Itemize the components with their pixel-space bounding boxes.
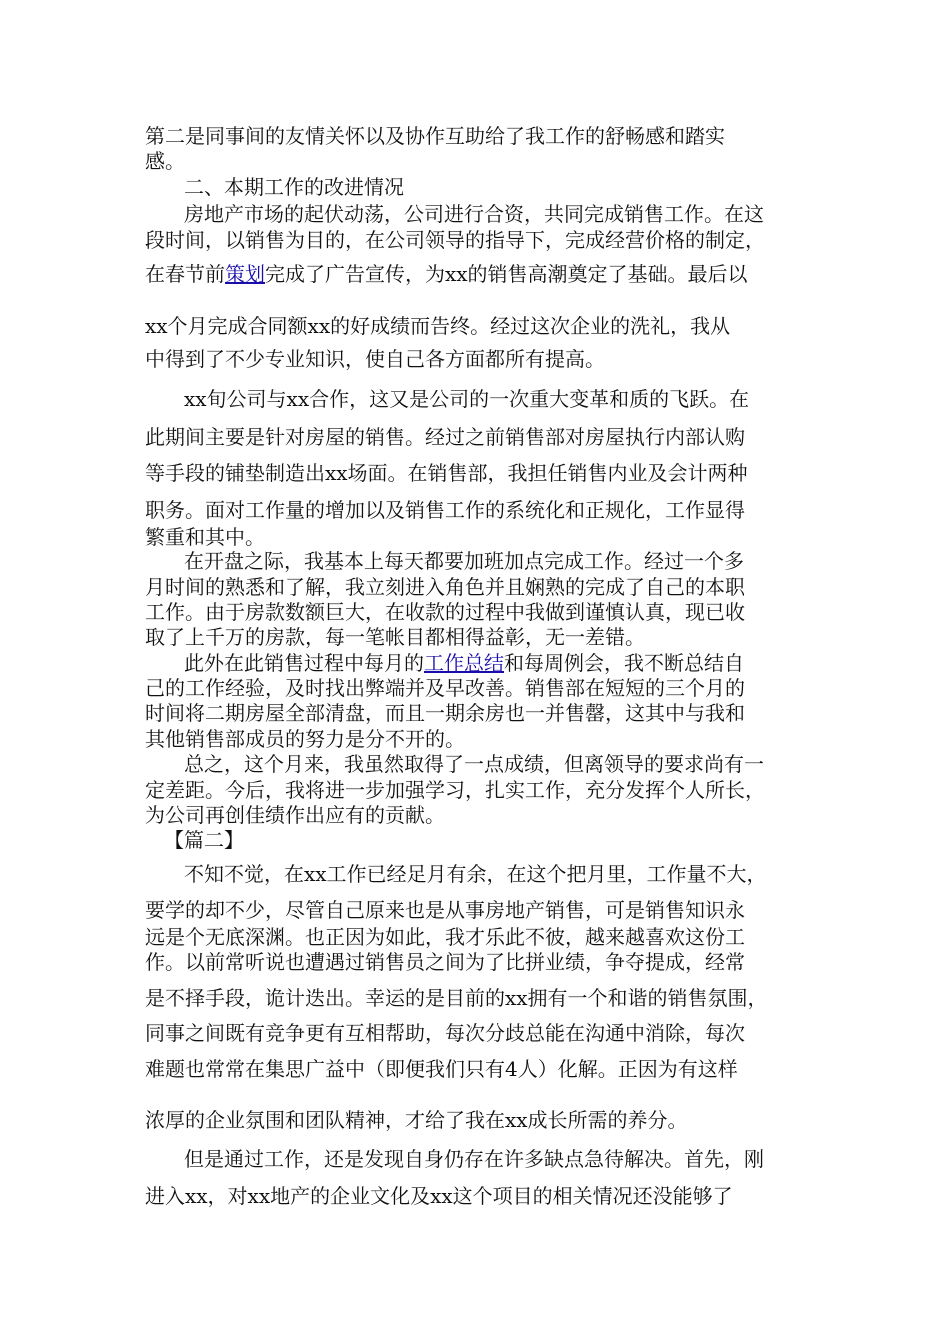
text-run: 远是个无底深渊。也正因为如此，我才乐此不彼，越来越喜欢这份工	[145, 925, 745, 949]
text-line	[145, 925, 745, 949]
text-run: 作。以前常听说也遭遇过销售员之间为了比拼业绩，争夺提成，经常	[145, 950, 745, 974]
text-line	[184, 202, 764, 226]
text-run: 此外在此销售过程中每月的	[184, 651, 424, 675]
text-line	[145, 803, 445, 827]
text-line	[184, 651, 744, 675]
section-heading	[184, 175, 404, 199]
text-line	[145, 262, 748, 286]
text-line	[145, 1057, 738, 1081]
text-run: 工作。由于房款数额巨大，在收款的过程中我做到谨慎认真，现已收	[145, 600, 745, 624]
text-line	[145, 600, 745, 624]
text-line	[184, 549, 744, 573]
text-line	[145, 498, 745, 522]
text-run: 段时间，以销售为目的，在公司领导的指导下，完成经营价格的制定，	[145, 228, 765, 252]
text-run: 时间将二期房屋全部清盘，而且一期余房也一并售罄，这其中与我和	[145, 701, 745, 725]
text-run: 浓厚的企业氛围和团队精神，才给了我在xx成长所需的养分。	[145, 1108, 688, 1132]
text-line	[145, 1021, 745, 1045]
text-line	[145, 676, 745, 700]
section-heading	[164, 828, 244, 852]
text-run: 在开盘之际，我基本上每天都要加班加点完成工作。经过一个多	[184, 549, 744, 573]
text-run: 【篇二】	[164, 828, 244, 852]
text-line	[145, 778, 765, 802]
text-line	[145, 898, 745, 922]
text-line	[145, 228, 765, 252]
text-run: 进入xx，对xx地产的企业文化及xx这个项目的相关情况还没能够了	[145, 1184, 733, 1208]
text-line	[145, 347, 605, 371]
text-line	[184, 752, 764, 776]
text-run: 难题也常常在集思广益中（即便我们只有4人）化解。正因为有这样	[145, 1057, 738, 1081]
text-run: 和每周例会，我不断总结自	[504, 651, 744, 675]
text-run: xx旬公司与xx合作，这又是公司的一次重大变革和质的飞跃。在	[184, 387, 750, 411]
text-run: 感。	[145, 149, 185, 173]
text-line	[145, 575, 745, 599]
text-run: 为公司再创佳绩作出应有的贡献。	[145, 803, 445, 827]
text-line	[145, 950, 745, 974]
text-run: 房地产市场的起伏动荡，公司进行合资，共同完成销售工作。在这	[184, 202, 764, 226]
text-run: 取了上千万的房款，每一笔帐目都相得益彰，无一差错。	[145, 625, 645, 649]
text-run: 职务。面对工作量的增加以及销售工作的系统化和正规化，工作显得	[145, 498, 745, 522]
text-run: 要学的却不少，尽管自己原来也是从事房地产销售，可是销售知识永	[145, 898, 745, 922]
text-line	[145, 701, 745, 725]
text-run: 是不择手段，诡计迭出。幸运的是目前的xx拥有一个和谐的销售氛围，	[145, 986, 768, 1010]
text-line	[184, 862, 767, 886]
text-run: 二、本期工作的改进情况	[184, 175, 404, 199]
text-line	[145, 625, 645, 649]
text-run: 完成了广告宣传，为xx的销售高潮奠定了基础。最后以	[265, 262, 748, 286]
planning-link[interactable]: 策划	[225, 262, 265, 286]
text-line	[145, 425, 745, 449]
text-line	[145, 149, 185, 173]
text-run: 此期间主要是针对房屋的销售。经过之前销售部对房屋执行内部认购	[145, 425, 745, 449]
text-line	[145, 1184, 733, 1208]
text-line	[184, 1147, 764, 1171]
text-line	[145, 461, 748, 485]
text-run: 同事之间既有竞争更有互相帮助，每次分歧总能在沟通中消除，每次	[145, 1021, 745, 1045]
text-run: 繁重和其中。	[145, 525, 265, 549]
text-run: 月时间的熟悉和了解，我立刻进入角色并且娴熟的完成了自己的本职	[145, 575, 745, 599]
work-summary-link[interactable]: 工作总结	[424, 651, 504, 675]
text-run: 在春节前	[145, 262, 225, 286]
text-run: 但是通过工作，还是发现自身仍存在许多缺点急待解决。首先，刚	[184, 1147, 764, 1171]
text-run: 不知不觉，在xx工作已经足月有余，在这个把月里，工作量不大，	[184, 862, 767, 886]
text-line	[145, 986, 768, 1010]
text-run: 第二是同事间的友情关怀以及协作互助给了我工作的舒畅感和踏实	[145, 124, 725, 148]
text-run: 中得到了不少专业知识，使自己各方面都所有提高。	[145, 347, 605, 371]
text-run: xx个月完成合同额xx的好成绩而告终。经过这次企业的洗礼，我从	[145, 314, 731, 338]
text-line	[145, 124, 725, 148]
text-run: 总之，这个月来，我虽然取得了一点成绩，但离领导的要求尚有一	[184, 752, 764, 776]
text-line	[145, 1108, 688, 1132]
text-line	[145, 314, 730, 338]
text-run: 己的工作经验，及时找出弊端并及早改善。销售部在短短的三个月的	[145, 676, 745, 700]
text-run: 等手段的铺垫制造出xx场面。在销售部，我担任销售内业及会计两种	[145, 461, 748, 485]
text-line	[145, 525, 265, 549]
text-line	[184, 387, 749, 411]
text-run: 定差距。今后，我将进一步加强学习，扎实工作，充分发挥个人所长，	[145, 778, 765, 802]
text-run: 其他销售部成员的努力是分不开的。	[145, 727, 465, 751]
text-line	[145, 727, 465, 751]
